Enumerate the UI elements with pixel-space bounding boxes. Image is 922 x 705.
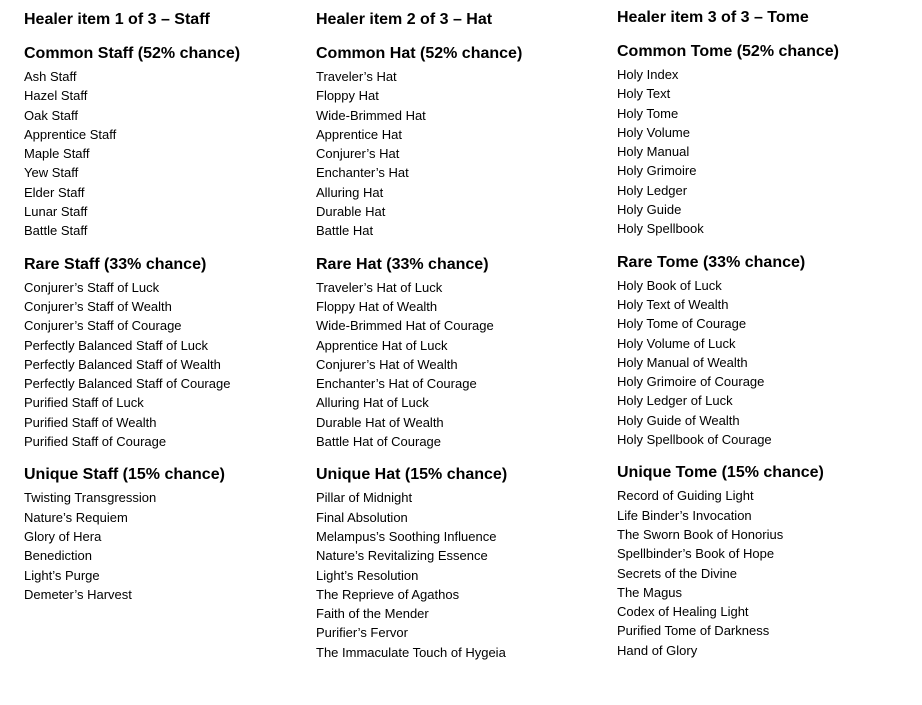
list-item: Faith of the Mender bbox=[316, 606, 429, 622]
list-item: Elder Staff bbox=[24, 184, 85, 200]
list-item: Holy Manual of Wealth bbox=[617, 354, 748, 370]
list-item: Purified Tome of Darkness bbox=[617, 623, 770, 639]
list-item: Light’s Purge bbox=[24, 567, 100, 583]
list-item: Holy Volume bbox=[617, 124, 690, 140]
list-item: Holy Volume of Luck bbox=[617, 335, 736, 351]
list-item: Holy Tome of Courage bbox=[617, 316, 747, 332]
list-item: Ash Staff bbox=[24, 69, 77, 84]
list-item: Final Absolution bbox=[316, 509, 408, 525]
list-item: Floppy Hat bbox=[316, 88, 379, 104]
list-item: Secrets of the Divine bbox=[617, 565, 737, 581]
list-item: Conjurer’s Staff of Luck bbox=[24, 279, 160, 295]
list-item: Hand of Glory bbox=[617, 642, 698, 658]
list-item: Perfectly Balanced Staff of Luck bbox=[24, 337, 209, 353]
list-item: Conjurer’s Hat of Wealth bbox=[316, 356, 458, 372]
section-title: Common Staff (52% chance) bbox=[24, 45, 241, 62]
list-item: Battle Hat bbox=[316, 223, 374, 239]
list-item: Maple Staff bbox=[24, 146, 90, 162]
section-list bbox=[24, 44, 240, 618]
unique-section bbox=[316, 465, 522, 662]
list-item: The Reprieve of Agathos bbox=[316, 586, 460, 602]
list-item: Alluring Hat of Luck bbox=[316, 395, 429, 411]
list-item: Holy Grimoire bbox=[617, 163, 697, 179]
list-item: Durable Hat of Wealth bbox=[316, 414, 444, 430]
section-title: Common Hat (52% chance) bbox=[316, 45, 523, 62]
list-item: Purified Staff of Luck bbox=[24, 395, 144, 411]
section-title: Unique Staff (15% chance) bbox=[24, 466, 225, 484]
list-item: Twisting Transgression bbox=[24, 490, 157, 506]
list-item: Spellbinder’s Book of Hope bbox=[617, 546, 775, 562]
list-item: Conjurer’s Staff of Wealth bbox=[24, 298, 172, 314]
unique-section bbox=[24, 465, 240, 604]
list-item: Holy Tome bbox=[617, 105, 679, 121]
common-section bbox=[617, 42, 839, 239]
list-item: Holy Manual bbox=[617, 144, 690, 160]
list-item: Apprentice Hat bbox=[316, 126, 402, 142]
list-item: Melampus’s Soothing Influence bbox=[316, 528, 497, 544]
list-item: Apprentice Staff bbox=[24, 126, 117, 142]
list-item: Wide-Brimmed Hat bbox=[316, 107, 426, 123]
unique-section bbox=[617, 463, 839, 660]
list-item: Wide-Brimmed Hat of Courage bbox=[316, 318, 494, 334]
list-item: Oak Staff bbox=[24, 107, 78, 123]
column-title: Healer item 3 of 3 – Tome bbox=[617, 9, 809, 26]
list-item: Traveler’s Hat bbox=[316, 69, 397, 84]
list-item: Holy Index bbox=[617, 67, 679, 82]
section-title: Unique Tome (15% chance) bbox=[617, 464, 824, 482]
section-title: Rare Tome (33% chance) bbox=[617, 253, 806, 271]
list-item: Battle Hat of Courage bbox=[316, 434, 442, 450]
list-item: The Sworn Book of Honorius bbox=[617, 526, 784, 542]
list-item: The Immaculate Touch of Hygeia bbox=[316, 644, 506, 660]
list-item: Nature’s Requiem bbox=[24, 509, 128, 525]
rare-section bbox=[24, 255, 240, 452]
list-item: Record of Guiding Light bbox=[617, 488, 754, 504]
list-item: Codex of Healing Light bbox=[617, 604, 749, 620]
list-item: Purified Staff of Wealth bbox=[24, 414, 157, 430]
list-item: Enchanter’s Hat bbox=[316, 165, 409, 181]
list-item: Traveler’s Hat of Luck bbox=[316, 279, 443, 295]
list-item: Holy Text of Wealth bbox=[617, 296, 729, 312]
section-list bbox=[617, 42, 839, 674]
list-item: Apprentice Hat of Luck bbox=[316, 337, 448, 353]
list-item: Floppy Hat of Wealth bbox=[316, 298, 438, 314]
list-item: Lunar Staff bbox=[24, 204, 88, 220]
list-item: Glory of Hera bbox=[24, 528, 102, 544]
common-section bbox=[316, 44, 522, 241]
list-item: Hazel Staff bbox=[24, 88, 88, 104]
list-item: Perfectly Balanced Staff of Courage bbox=[24, 376, 231, 392]
common-section bbox=[24, 44, 240, 241]
list-item: Demeter’s Harvest bbox=[24, 586, 132, 602]
list-item: Yew Staff bbox=[24, 165, 79, 181]
list-item: Alluring Hat bbox=[316, 184, 384, 200]
section-title: Rare Hat (33% chance) bbox=[316, 255, 489, 273]
list-item: Battle Staff bbox=[24, 223, 88, 239]
list-item: Holy Guide of Wealth bbox=[617, 412, 740, 428]
list-item: Holy Ledger of Luck bbox=[617, 393, 733, 409]
list-item: Conjurer’s Hat bbox=[316, 146, 400, 162]
section-title: Unique Hat (15% chance) bbox=[316, 466, 508, 484]
rare-section bbox=[617, 253, 839, 450]
list-item: Purifier’s Fervor bbox=[316, 625, 408, 641]
list-item: Perfectly Balanced Staff of Wealth bbox=[24, 356, 221, 372]
section-title: Rare Staff (33% chance) bbox=[24, 255, 207, 273]
list-item: Holy Ledger bbox=[617, 182, 688, 198]
list-item: Holy Spellbook bbox=[617, 221, 704, 237]
column-title: Healer item 1 of 3 – Staff bbox=[24, 11, 210, 28]
list-item: Holy Text bbox=[617, 86, 671, 102]
list-item: Holy Grimoire of Courage bbox=[617, 374, 765, 390]
list-item: Holy Book of Luck bbox=[617, 277, 722, 293]
list-item: Benediction bbox=[24, 548, 92, 564]
section-title: Common Tome (52% chance) bbox=[617, 43, 839, 60]
list-item: Holy Guide bbox=[617, 202, 682, 218]
list-item: Enchanter’s Hat of Courage bbox=[316, 376, 477, 392]
list-item: Conjurer’s Staff of Courage bbox=[24, 318, 182, 334]
list-item: The Magus bbox=[617, 584, 683, 600]
list-item: Nature’s Revitalizing Essence bbox=[316, 548, 488, 564]
list-item: Light’s Resolution bbox=[316, 567, 419, 583]
list-item: Durable Hat bbox=[316, 204, 386, 220]
list-item: Pillar of Midnight bbox=[316, 490, 413, 506]
list-item: Holy Spellbook of Courage bbox=[617, 432, 772, 448]
list-item: Purified Staff of Courage bbox=[24, 434, 167, 450]
rare-section bbox=[316, 255, 522, 452]
section-list bbox=[316, 44, 522, 676]
column-title: Healer item 2 of 3 – Hat bbox=[316, 11, 493, 28]
list-item: Life Binder’s Invocation bbox=[617, 507, 752, 523]
